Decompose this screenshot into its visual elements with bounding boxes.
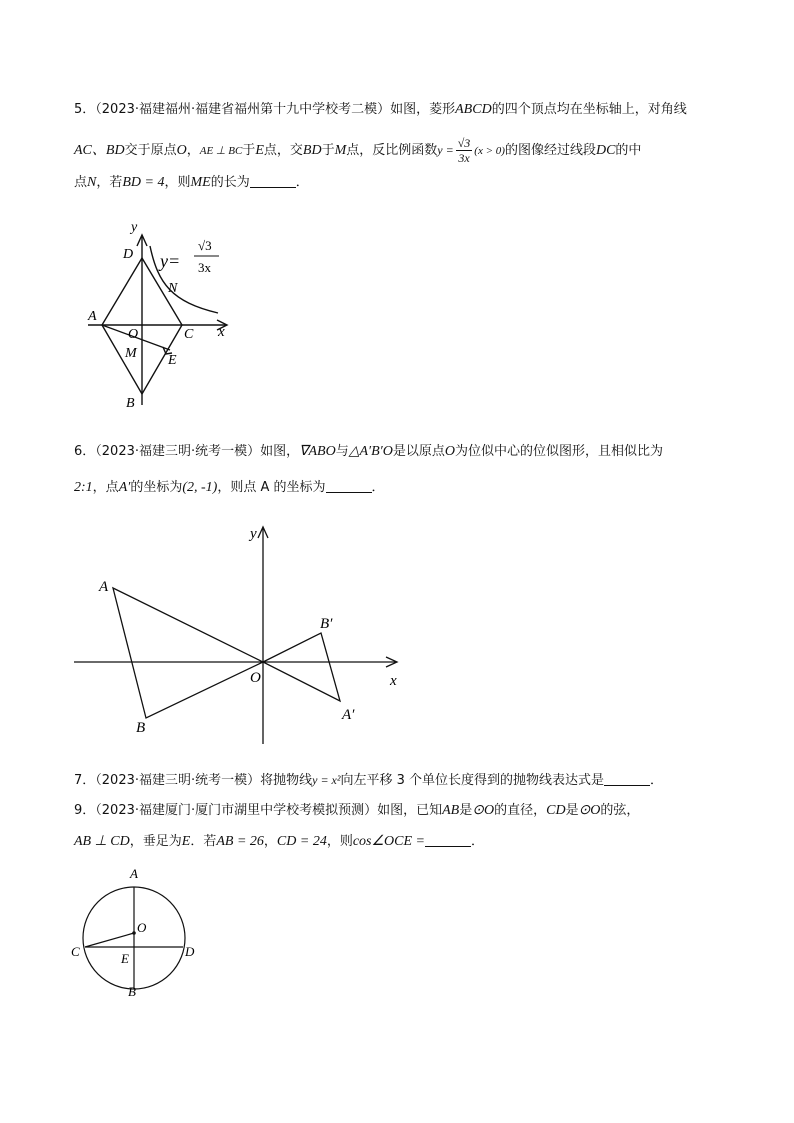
answer-blank[interactable] bbox=[326, 478, 372, 493]
q9-text: ．若 bbox=[190, 834, 217, 849]
q5-frac-den: 3x bbox=[458, 151, 470, 165]
q6-text: ，点 bbox=[92, 480, 119, 495]
q6-text: 是以原点 bbox=[392, 444, 445, 459]
q6-line-2 bbox=[74, 478, 385, 498]
q9-perp: AB ⊥ CD bbox=[74, 834, 130, 849]
q7-line bbox=[74, 770, 663, 791]
q9-text: 的直径， bbox=[494, 803, 547, 818]
q5-text: 点，反比例函数 bbox=[346, 143, 438, 158]
y-axis-label: y bbox=[250, 526, 257, 542]
label-e: E bbox=[168, 353, 177, 368]
q5-line-3 bbox=[74, 173, 309, 193]
q6-figure bbox=[70, 518, 410, 750]
q5-line-2 bbox=[74, 136, 641, 165]
q5-text: 交于原点 bbox=[124, 143, 177, 158]
label-d: D bbox=[185, 944, 195, 959]
q9-figure bbox=[66, 862, 206, 1000]
q5-text: 于 bbox=[242, 143, 256, 158]
answer-blank[interactable] bbox=[425, 832, 471, 847]
q5-text: 点 bbox=[74, 175, 88, 190]
label-b: B bbox=[126, 396, 135, 411]
label-o: O bbox=[128, 327, 139, 342]
q9-text: 是 bbox=[459, 803, 473, 818]
label-b-prime: B′ bbox=[320, 616, 333, 632]
q6-ratio: 2:1 bbox=[74, 480, 93, 495]
q5-text: 5．（2023·福建福州·福建省福州第十九中学校考二模）如图，菱形 bbox=[74, 102, 456, 117]
segment-oc bbox=[85, 933, 134, 947]
q6-tri1: ∇ABO bbox=[299, 444, 336, 459]
q5-y-eq: y = bbox=[437, 143, 454, 157]
q5-line-1 bbox=[74, 100, 687, 120]
q9-text: ， bbox=[263, 834, 277, 849]
q6-text: ，则点 A 的坐标为 bbox=[217, 480, 326, 495]
q5-text: 的中 bbox=[615, 143, 642, 158]
label-c: C bbox=[184, 327, 194, 342]
q9-circle: ⊙O bbox=[578, 803, 601, 818]
function-den: 3x bbox=[198, 260, 211, 275]
label-d: D bbox=[123, 247, 134, 262]
label-e: E bbox=[121, 951, 129, 966]
q7-text: ． bbox=[650, 773, 664, 788]
q9-cd: CD bbox=[546, 803, 566, 818]
q5-text: 于 bbox=[321, 143, 335, 158]
q5-figure bbox=[80, 222, 250, 412]
q5-fraction bbox=[456, 136, 473, 165]
q5-text: ， bbox=[186, 143, 200, 158]
q5-perp: AE ⊥ BC bbox=[199, 145, 243, 157]
q6-text: 6．（2023·福建三明·统考一模）如图， bbox=[74, 444, 300, 459]
q9-line-2 bbox=[74, 832, 484, 852]
label-o: O bbox=[137, 920, 147, 935]
label-a: A bbox=[130, 866, 138, 881]
q6-text: ． bbox=[371, 480, 385, 495]
label-b: B bbox=[128, 984, 136, 999]
center-point bbox=[132, 931, 136, 935]
q5-text: 的长为 bbox=[210, 175, 250, 190]
q5-text: ． bbox=[295, 175, 309, 190]
label-n: N bbox=[168, 281, 178, 296]
q9-text: ，垂足为 bbox=[129, 834, 182, 849]
label-a-prime: A′ bbox=[342, 707, 355, 723]
label-o: O bbox=[250, 670, 261, 686]
y-axis-label: y bbox=[131, 222, 138, 235]
q5-abcd: ABCD bbox=[455, 102, 492, 117]
answer-blank[interactable] bbox=[604, 771, 650, 786]
q9-cos: cos∠OCE = bbox=[352, 834, 426, 849]
q5-text: 点，交 bbox=[263, 143, 303, 158]
q5-dc: DC bbox=[595, 143, 616, 158]
q7-text: 7．（2023·福建三明·统考一模）将抛物线 bbox=[74, 773, 313, 788]
q5-text: 的图像经过线段 bbox=[504, 143, 596, 158]
q5-text: 的四个顶点均在坐标轴上，对角线 bbox=[491, 102, 687, 117]
q6-text: 与 bbox=[335, 444, 349, 459]
q5-text: ，若 bbox=[96, 175, 123, 190]
q9-text: 的弦， bbox=[600, 803, 640, 818]
q5-frac-num: √3 bbox=[457, 136, 471, 150]
q6-tri2: △A′B′O bbox=[348, 444, 393, 459]
q9-ab: AB bbox=[442, 803, 460, 818]
q6-ap: A′ bbox=[118, 480, 131, 495]
q9-text: ，则 bbox=[326, 834, 353, 849]
label-a: A bbox=[88, 309, 97, 324]
q5-o: O bbox=[176, 143, 187, 158]
q5-bd: BD bbox=[302, 143, 322, 158]
function-num: √3 bbox=[198, 238, 212, 253]
q5-me: ME bbox=[190, 175, 211, 190]
function-y: y= bbox=[160, 251, 181, 271]
label-b: B bbox=[136, 720, 146, 736]
x-axis-label: x bbox=[390, 673, 397, 689]
triangle-apbpo bbox=[263, 633, 340, 701]
q9-cd24: CD = 24 bbox=[276, 834, 327, 849]
q9-circle: ⊙O bbox=[472, 803, 495, 818]
label-m: M bbox=[125, 346, 137, 361]
triangle-abo bbox=[113, 588, 263, 718]
label-a: A bbox=[99, 579, 109, 595]
label-c: C bbox=[71, 944, 80, 959]
q5-e: E bbox=[255, 143, 264, 158]
q6-coord: (2, -1) bbox=[182, 480, 218, 495]
q9-ab26: AB = 26 bbox=[216, 834, 264, 849]
q6-text: 的坐标为 bbox=[130, 480, 183, 495]
x-axis-label: x bbox=[218, 324, 225, 340]
q5-cond: (x > 0) bbox=[474, 145, 505, 157]
q5-ac-bd: AC、BD bbox=[74, 143, 125, 158]
q6-line-1 bbox=[74, 442, 663, 462]
q9-text: 9．（2023·福建厦门·厦门市湖里中学校考模拟预测）如图，已知 bbox=[74, 803, 443, 818]
q5-text: ，则 bbox=[164, 175, 191, 190]
q5-n: N bbox=[87, 175, 97, 190]
q5-bd4: BD = 4 bbox=[122, 175, 165, 190]
q6-text: 为位似中心的位似图形，且相似比为 bbox=[454, 444, 663, 459]
q5-m: M bbox=[334, 143, 347, 158]
q7-text: 向左平移 3 个单位长度得到的抛物线表达式是 bbox=[340, 773, 605, 788]
q9-text: ． bbox=[471, 834, 485, 849]
q6-o: O bbox=[444, 444, 455, 459]
q7-eq: y = x² bbox=[312, 773, 341, 787]
answer-blank[interactable] bbox=[250, 173, 296, 188]
q9-text: 是 bbox=[565, 803, 579, 818]
q9-line-1 bbox=[74, 801, 639, 821]
q9-e: E bbox=[181, 834, 191, 849]
